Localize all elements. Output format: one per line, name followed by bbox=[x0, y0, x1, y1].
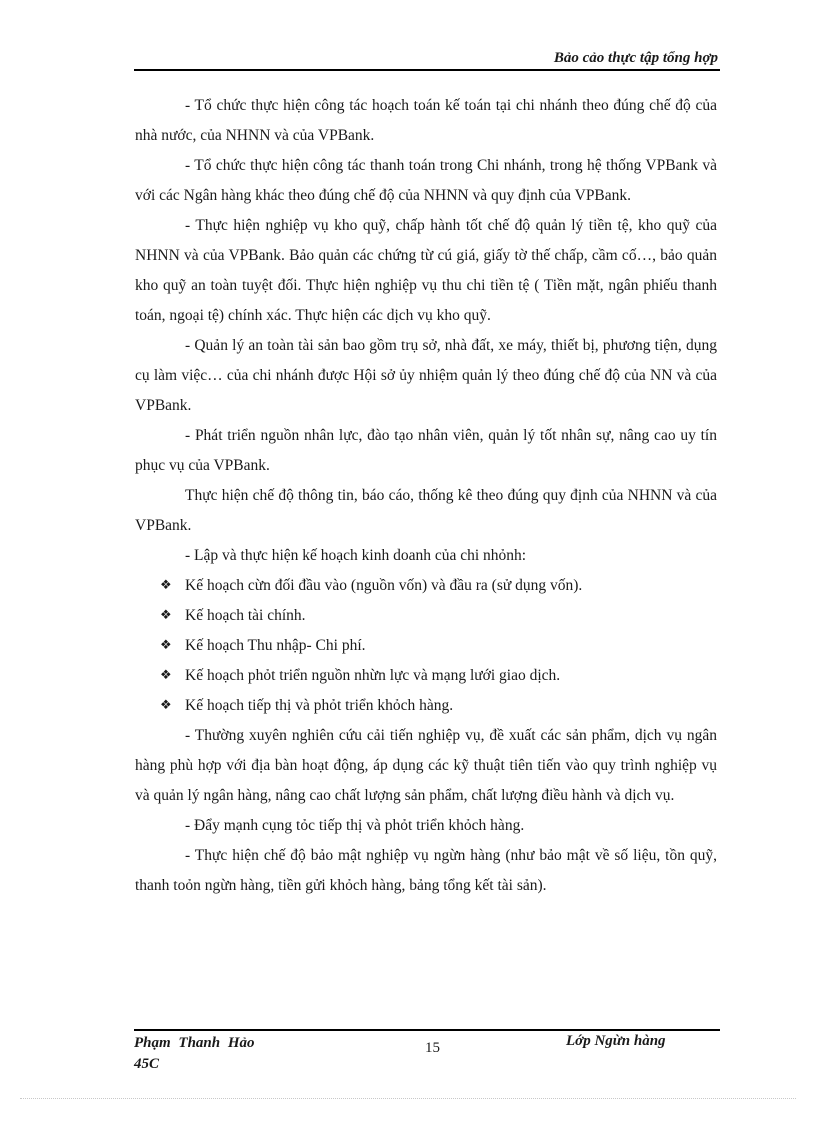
page-bottom-dotted-line bbox=[20, 1098, 796, 1099]
paragraph: - Tổ chức thực hiện công tác hoạch toán kế toán tại chi nhánh theo đúng chế độ của nhà nước, của NHNN và của VPBank. bbox=[135, 97, 717, 144]
diamond-bullet-icon: ❖ bbox=[160, 638, 172, 653]
list-item-text: Kế hoạch cừn đối đầu vào (nguồn vốn) và đầu ra (sử dụng vốn). bbox=[185, 577, 583, 594]
list-item bbox=[160, 661, 717, 691]
paragraph: - Thực hiện nghiệp vụ kho quỹ, chấp hành tốt chế độ quản lý tiền tệ, kho quỹ của NHNN và của VPBank. Bảo quản các chứng từ cú giá, giấy tờ thế chấp, cầm cố…, bảo quản kho quỹ an toàn tuyệt đối. Thực hiện nghiệp vụ thu chi tiền tệ ( Tiền mặt, ngân phiếu thanh toán, ngoại tệ) chính xác. Thực hiện các dịch vụ kho quỹ. bbox=[135, 217, 717, 324]
paragraph: Thực hiện chế độ thông tin, báo cáo, thống kê theo đúng quy định của NHNN và của VPBank. bbox=[135, 487, 717, 534]
paragraph: - Phát triển nguồn nhân lực, đào tạo nhân viên, quản lý tốt nhân sự, nâng cao uy tín phục vụ của VPBank. bbox=[135, 427, 717, 474]
page-number: 15 bbox=[425, 1040, 440, 1056]
footer-author: Phạm Thanh Hảo 45C bbox=[134, 1035, 255, 1072]
paragraph: - Lập và thực hiện kế hoạch kinh doanh của chi nhỏnh: bbox=[185, 547, 527, 564]
diamond-bullet-icon: ❖ bbox=[160, 668, 172, 683]
list-item-text: Kế hoạch tài chính. bbox=[185, 607, 306, 624]
list-item bbox=[160, 601, 717, 631]
diamond-bullet-icon: ❖ bbox=[160, 608, 172, 623]
paragraph: - Thường xuyên nghiên cứu cải tiến nghiệp vụ, đề xuất các sản phẩm, dịch vụ ngân hàng phù hợp với địa bàn hoạt động, áp dụng các kỹ thuật tiên tiến vào quy trình nghiệp vụ và quản lý ngân hàng, nâng cao chất lượng sản phẩm, chất lượng điều hành và dịch vụ. bbox=[135, 727, 717, 804]
header-divider bbox=[134, 69, 720, 71]
header-title: Bảo cảo thực tập tổng hợp bbox=[553, 50, 718, 66]
plan-list bbox=[135, 571, 717, 721]
footer-divider bbox=[134, 1029, 720, 1031]
paragraph: - Quản lý an toàn tài sản bao gồm trụ sở, nhà đất, xe máy, thiết bị, phương tiện, dụng cụ làm việc… của chi nhánh được Hội sở ủy nhiệm quản lý theo đúng chế độ của NN và của VPBank. bbox=[135, 337, 717, 414]
diamond-bullet-icon: ❖ bbox=[160, 578, 172, 593]
list-item-text: Kế hoạch Thu nhập- Chi phí. bbox=[185, 637, 366, 654]
list-item bbox=[160, 691, 717, 721]
diamond-bullet-icon: ❖ bbox=[160, 698, 172, 713]
footer-class-name: Lớp Ngừn hàng bbox=[566, 1033, 666, 1049]
list-item bbox=[160, 571, 717, 601]
document-body bbox=[135, 91, 717, 901]
paragraph: - Tổ chức thực hiện công tác thanh toán trong Chi nhánh, trong hệ thống VPBank và với các Ngân hàng khác theo đúng chế độ của NHNN và quy định của VPBank. bbox=[135, 157, 717, 204]
list-item bbox=[160, 631, 717, 661]
paragraph: - Thực hiện chế độ bảo mật nghiệp vụ ngừn hàng (như bảo mật về số liệu, tồn quỹ, thanh toỏn ngừn hàng, tiền gửi khỏch hàng, bảng tổng kết tài sản). bbox=[135, 847, 717, 894]
list-item-text: Kế hoạch phỏt triển nguồn nhừn lực và mạng lưới giao dịch. bbox=[185, 667, 561, 684]
paragraph: - Đẩy mạnh cụng tỏc tiếp thị và phỏt triển khỏch hàng. bbox=[185, 817, 525, 834]
list-item-text: Kế hoạch tiếp thị và phỏt triển khỏch hàng. bbox=[185, 697, 454, 714]
